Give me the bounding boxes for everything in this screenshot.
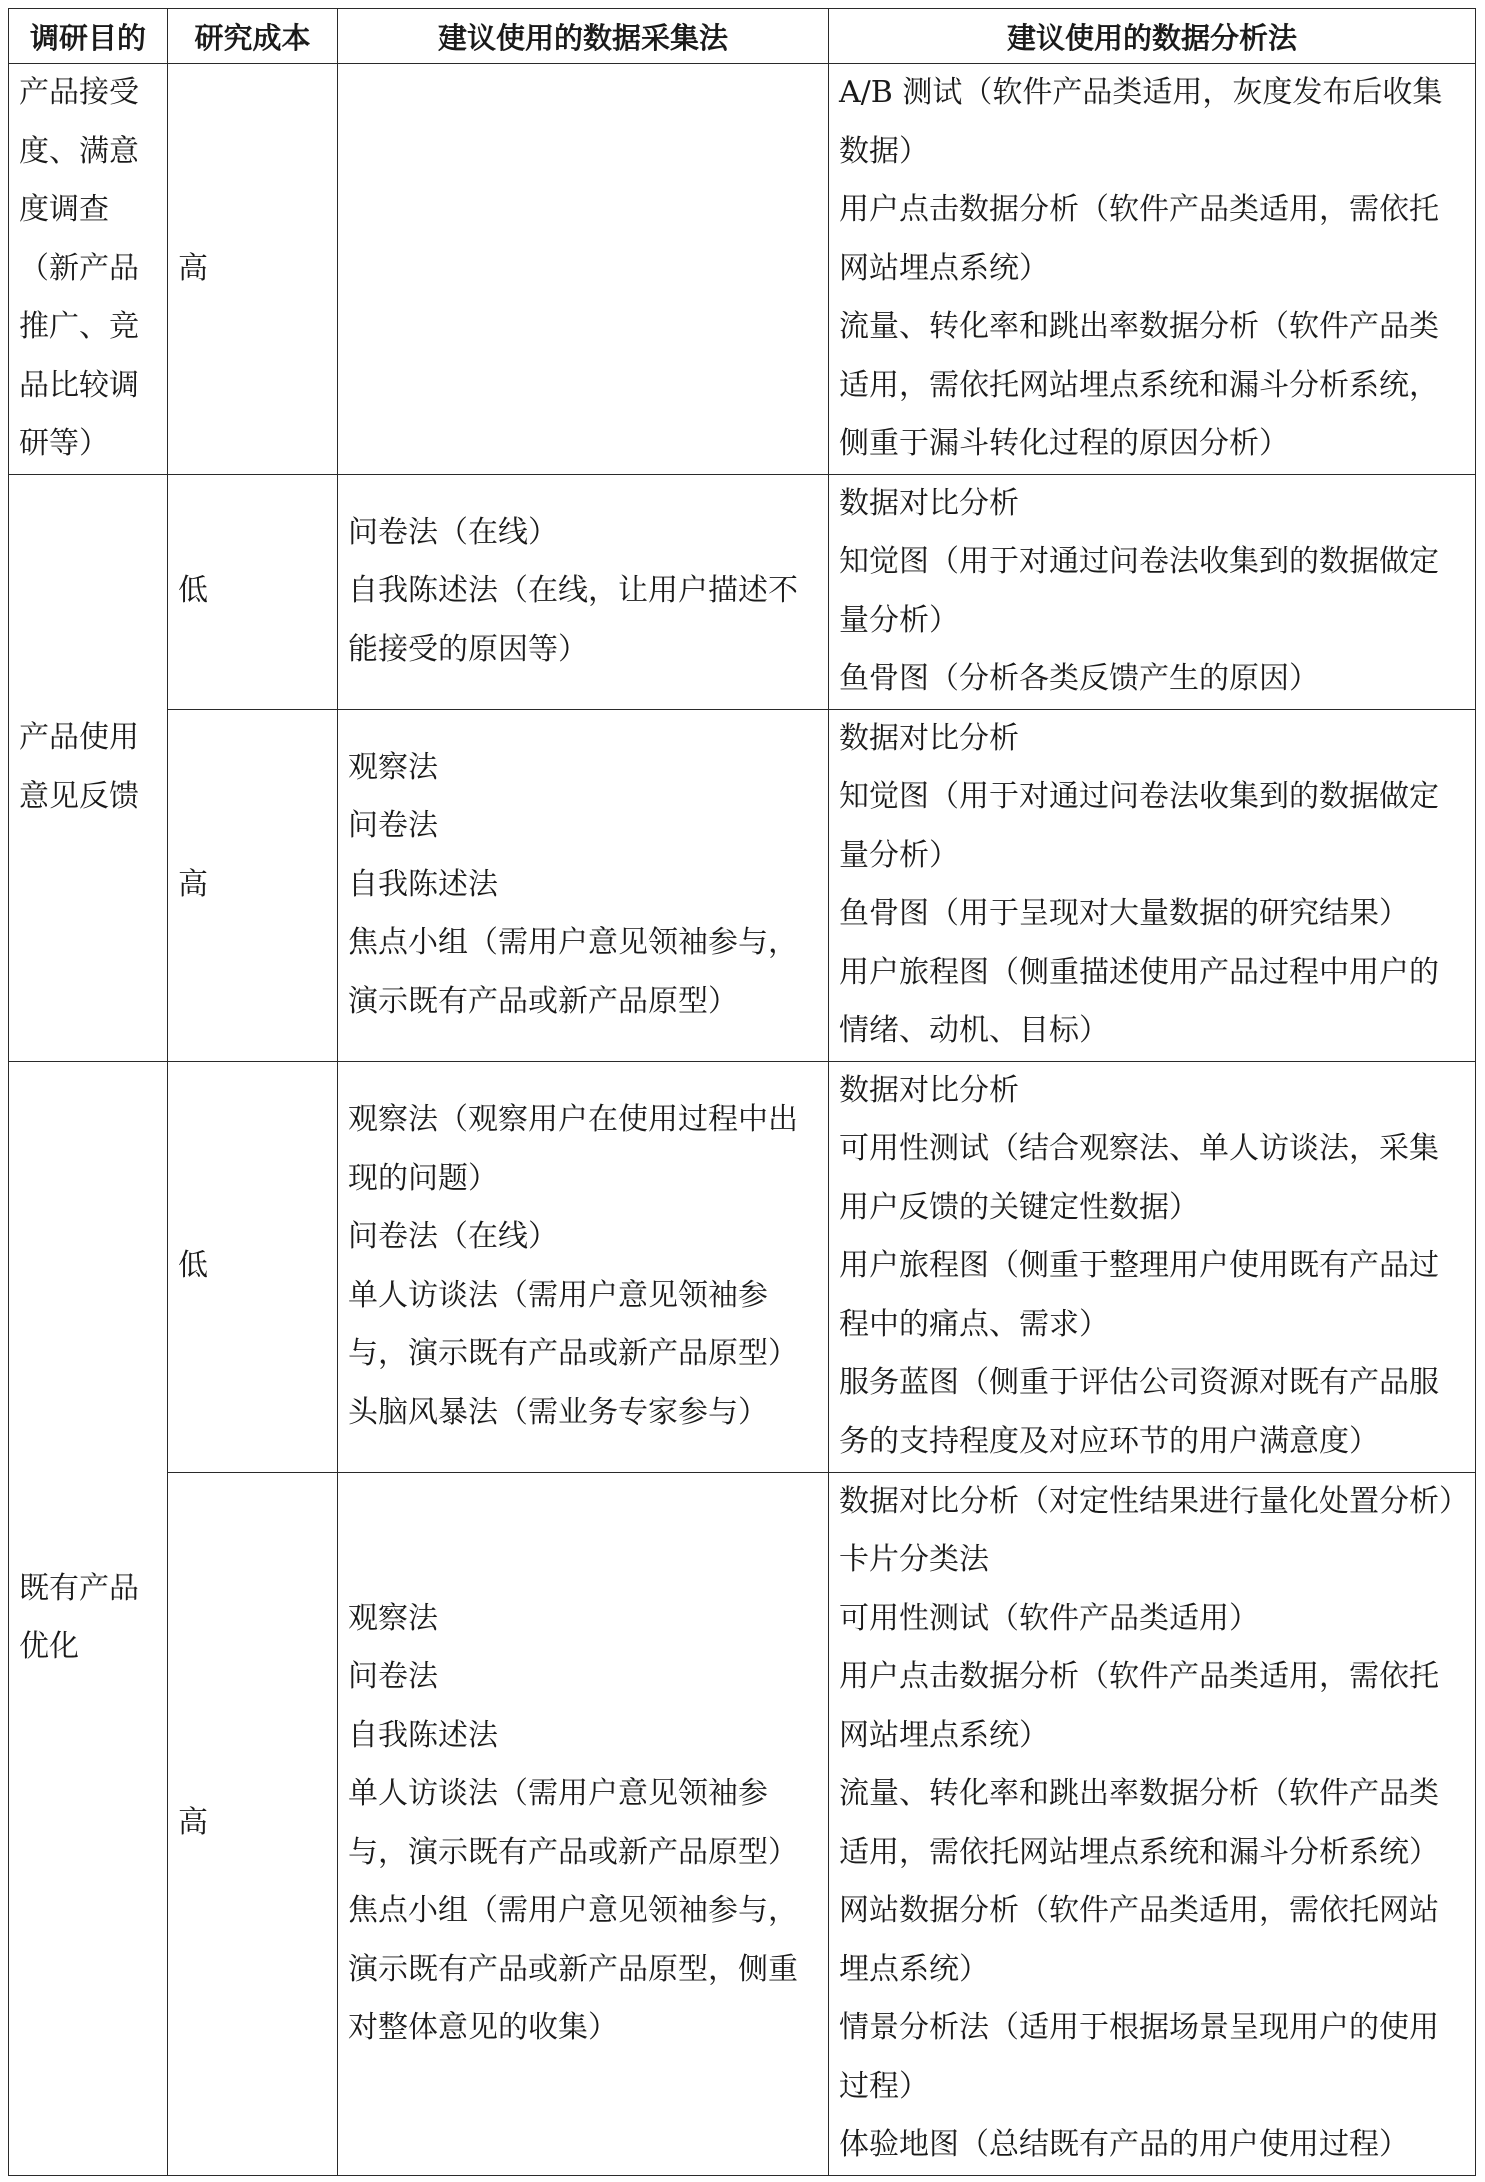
analysis-item: 数据对比分析 xyxy=(839,1072,1019,1108)
collection-item: 观察法 xyxy=(348,1600,438,1636)
table-row xyxy=(9,709,1476,1061)
analysis-item: 卡片分类法 xyxy=(839,1542,989,1577)
analysis-cell xyxy=(829,474,1476,709)
collection-item: 焦点小组（需用户意见领袖参与，演示既有产品或新产品原型） xyxy=(348,925,798,1019)
analysis-item: 知觉图（用于对通过问卷法收集到的数据做定量分析） xyxy=(839,779,1439,873)
purpose-line: 优化 xyxy=(19,1629,79,1664)
analysis-item: 用户旅程图（侧重描述使用产品过程中用户的情绪、动机、目标） xyxy=(839,954,1439,1048)
purpose-line: 品比较调 xyxy=(19,367,139,403)
table-row xyxy=(9,474,1476,709)
collection-cell xyxy=(338,64,829,475)
analysis-item: 用户点击数据分析（软件产品类适用，需依托网站埋点系统） xyxy=(839,192,1439,286)
purpose-line: 既有产品 xyxy=(19,1570,139,1606)
collection-item: 焦点小组（需用户意见领袖参与，演示既有产品或新产品原型，侧重对整体意见的收集） xyxy=(348,1893,798,2045)
cost-cell: 高 xyxy=(168,709,338,1061)
analysis-item: 鱼骨图（用于呈现对大量数据的研究结果） xyxy=(839,896,1409,931)
research-methods-table xyxy=(8,8,1476,2176)
purpose-line: 研等） xyxy=(19,426,109,461)
collection-item: 自我陈述法 xyxy=(348,1717,498,1753)
cost-cell: 低 xyxy=(168,474,338,709)
analysis-item: 数据对比分析 xyxy=(839,720,1019,756)
header-analysis-method: 建议使用的数据分析法 xyxy=(829,9,1476,64)
analysis-item: 网站数据分析（软件产品类适用，需依托网站埋点系统） xyxy=(839,1893,1439,1987)
purpose-line: 度调查 xyxy=(19,192,109,227)
analysis-item: 服务蓝图（侧重于评估公司资源对既有产品服务的支持程度及对应环节的用户满意度） xyxy=(839,1365,1439,1459)
header-cost: 研究成本 xyxy=(168,9,338,64)
analysis-cell xyxy=(829,1472,1476,2175)
collection-item: 单人访谈法（需用户意见领袖参与，演示既有产品或新产品原型） xyxy=(348,1277,798,1371)
collection-item: 问卷法 xyxy=(348,1659,438,1694)
collection-item: 头脑风暴法（需业务专家参与） xyxy=(348,1394,768,1430)
table-row xyxy=(9,64,1476,475)
purpose-line: 推广、竞 xyxy=(19,309,139,344)
purpose-cell xyxy=(9,1061,168,2175)
collection-cell xyxy=(338,709,829,1061)
collection-item: 观察法（观察用户在使用过程中出现的问题） xyxy=(348,1102,798,1196)
cost-cell: 低 xyxy=(168,1061,338,1472)
collection-item: 观察法 xyxy=(348,749,438,785)
analysis-item: 体验地图（总结既有产品的用户使用过程） xyxy=(839,2127,1409,2162)
collection-item: 单人访谈法（需用户意见领袖参与，演示既有产品或新产品原型） xyxy=(348,1776,798,1870)
header-collection-method: 建议使用的数据采集法 xyxy=(338,9,829,64)
collection-item: 问卷法（在线） xyxy=(348,1219,558,1254)
analysis-cell xyxy=(829,709,1476,1061)
analysis-item: 流量、转化率和跳出率数据分析（软件产品类适用，需依托网站埋点系统和漏斗分析系统，侧重于漏斗转化过程的原因分析） xyxy=(839,309,1439,461)
analysis-item: 流量、转化率和跳出率数据分析（软件产品类适用，需依托网站埋点系统和漏斗分析系统） xyxy=(839,1776,1439,1870)
collection-cell xyxy=(338,1061,829,1472)
table-row xyxy=(9,1472,1476,2175)
analysis-item: 可用性测试（结合观察法、单人访谈法，采集用户反馈的关键定性数据） xyxy=(839,1131,1439,1225)
table-row xyxy=(9,1061,1476,1472)
analysis-cell xyxy=(829,64,1476,475)
header-purpose: 调研目的 xyxy=(9,9,168,64)
analysis-item: 数据对比分析 xyxy=(839,485,1019,521)
collection-item: 自我陈述法 xyxy=(348,866,498,902)
analysis-item: 用户点击数据分析（软件产品类适用，需依托网站埋点系统） xyxy=(839,1659,1439,1753)
cost-cell: 高 xyxy=(168,1472,338,2175)
collection-cell xyxy=(338,474,829,709)
purpose-cell xyxy=(9,474,168,1061)
analysis-item: 数据对比分析（对定性结果进行量化处置分析） xyxy=(839,1483,1469,1519)
cost-cell: 高 xyxy=(168,64,338,475)
purpose-line: 度、满意 xyxy=(19,133,139,169)
purpose-cell xyxy=(9,64,168,475)
purpose-line: 产品使用 xyxy=(19,720,139,755)
collection-cell xyxy=(338,1472,829,2175)
analysis-item: 知觉图（用于对通过问卷法收集到的数据做定量分析） xyxy=(839,544,1439,638)
analysis-item: A/B 测试（软件产品类适用，灰度发布后收集数据） xyxy=(839,75,1443,169)
analysis-item: 情景分析法（适用于根据场景呈现用户的使用过程） xyxy=(839,2010,1439,2104)
purpose-line: （新产品 xyxy=(19,250,139,286)
collection-item: 自我陈述法（在线，让用户描述不能接受的原因等） xyxy=(348,573,798,667)
purpose-line: 产品接受 xyxy=(19,75,139,110)
analysis-item: 用户旅程图（侧重于整理用户使用既有产品过程中的痛点、需求） xyxy=(839,1248,1439,1342)
purpose-line: 意见反馈 xyxy=(19,778,139,814)
analysis-item: 可用性测试（软件产品类适用） xyxy=(839,1600,1259,1636)
analysis-item: 鱼骨图（分析各类反馈产生的原因） xyxy=(839,661,1319,696)
header-row xyxy=(9,9,1476,64)
collection-item: 问卷法 xyxy=(348,808,438,844)
analysis-cell xyxy=(829,1061,1476,1472)
collection-item: 问卷法（在线） xyxy=(348,514,558,550)
